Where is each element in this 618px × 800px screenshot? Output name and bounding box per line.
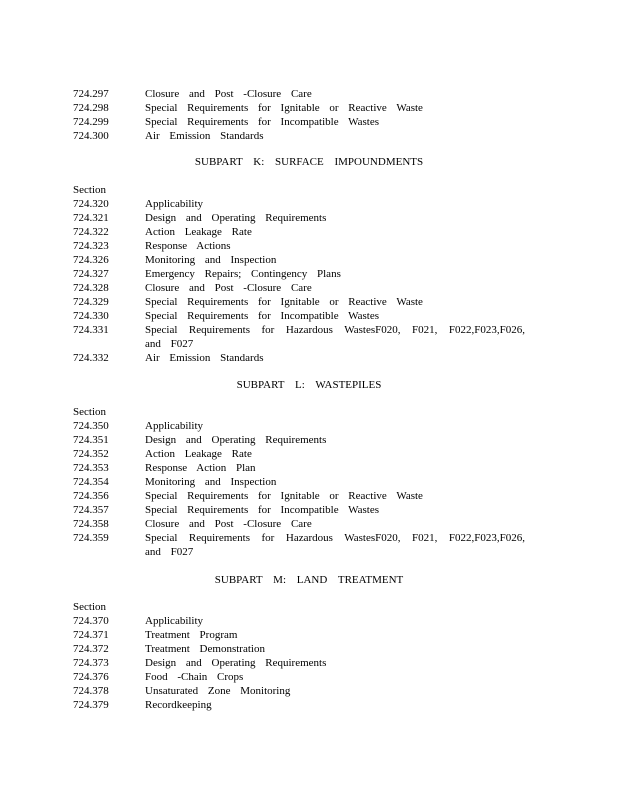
- subpart-m-entries: [0, 614, 618, 712]
- toc-entry: [0, 115, 618, 129]
- section-number: 724.350: [73, 420, 109, 432]
- subpart-l-heading: SUBPART L: WASTEPILES: [236, 379, 382, 391]
- section-title: Air Emission Standards: [145, 352, 264, 364]
- section-title: Closure and Post -Closure Care: [145, 88, 312, 100]
- section-title: Unsaturated Zone Monitoring: [145, 685, 291, 697]
- section-title: Design and Operating Requirements: [145, 212, 327, 224]
- toc-entry: [0, 295, 618, 309]
- section-title: Recordkeeping: [145, 699, 212, 711]
- toc-entry: [0, 517, 618, 531]
- toc-entry: [0, 211, 618, 225]
- section-title: Special Requirements for Hazardous WastesF020, F021, F022,F023,F026, and F027: [145, 532, 535, 558]
- toc-entry: [0, 461, 618, 475]
- toc-entry: [0, 531, 618, 559]
- section-number: 724.356: [73, 490, 109, 502]
- section-number: 724.331: [73, 324, 109, 336]
- section-number: 724.372: [73, 643, 109, 655]
- toc-entry: [0, 281, 618, 295]
- section-title: Monitoring and Inspection: [145, 254, 277, 266]
- toc-entry: [0, 309, 618, 323]
- section-number: 724.328: [73, 282, 109, 294]
- section-title: Applicability: [145, 420, 204, 432]
- toc-entry: [0, 614, 618, 628]
- toc-entry: [0, 239, 618, 253]
- section-number: 724.299: [73, 116, 109, 128]
- section-title: Design and Operating Requirements: [145, 657, 327, 669]
- section-title: Design and Operating Requirements: [145, 434, 327, 446]
- subpart-k-heading: SUBPART K: SURFACE IMPOUNDMENTS: [194, 156, 424, 168]
- section-number: 724.330: [73, 310, 109, 322]
- section-title: Special Requirements for Ignitable or Reactive Waste: [145, 296, 423, 308]
- toc-entry: [0, 323, 618, 351]
- section-number: 724.370: [73, 615, 109, 627]
- toc-entry: [0, 503, 618, 517]
- section-title: Special Requirements for Incompatible Wastes: [145, 310, 380, 322]
- section-number: 724.329: [73, 296, 109, 308]
- section-number: 724.297: [73, 88, 109, 100]
- section-title: Treatment Demonstration: [145, 643, 265, 655]
- subpart-k-entries: [0, 197, 618, 365]
- section-number: 724.298: [73, 102, 109, 114]
- section-number: 724.371: [73, 629, 109, 641]
- toc-entry: [0, 101, 618, 115]
- section-label: Section: [73, 406, 106, 418]
- toc-entry: [0, 489, 618, 503]
- section-title: Closure and Post -Closure Care: [145, 518, 312, 530]
- section-number: 724.379: [73, 699, 109, 711]
- section-title: Special Requirements for Ignitable or Reactive Waste: [145, 102, 423, 114]
- toc-entry: [0, 253, 618, 267]
- subpart-m-heading: SUBPART M: LAND TREATMENT: [214, 574, 404, 586]
- toc-entry: [0, 129, 618, 143]
- toc-entry: [0, 642, 618, 656]
- section-number: 724.332: [73, 352, 109, 364]
- section-label: Section: [73, 601, 106, 613]
- toc-entry: [0, 656, 618, 670]
- section-number: 724.378: [73, 685, 109, 697]
- section-title: Applicability: [145, 615, 204, 627]
- section-number: 724.321: [73, 212, 109, 224]
- section-label: Section: [73, 184, 106, 196]
- section-number: 724.353: [73, 462, 109, 474]
- section-title: Special Requirements for Incompatible Wastes: [145, 504, 380, 516]
- section-number: 724.327: [73, 268, 109, 280]
- section-title: Closure and Post -Closure Care: [145, 282, 312, 294]
- section-title: Action Leakage Rate: [145, 226, 252, 238]
- section-number: 724.323: [73, 240, 109, 252]
- section-number: 724.373: [73, 657, 109, 669]
- subpart-l-entries: [0, 419, 618, 559]
- section-title: Treatment Program: [145, 629, 238, 641]
- section-number: 724.320: [73, 198, 109, 210]
- section-title: Special Requirements for Ignitable or Reactive Waste: [145, 490, 423, 502]
- section-title: Air Emission Standards: [145, 130, 264, 142]
- section-title: Food -Chain Crops: [145, 671, 244, 683]
- section-title: Emergency Repairs; Contingency Plans: [145, 268, 341, 280]
- section-title: Action Leakage Rate: [145, 448, 252, 460]
- toc-entry: [0, 351, 618, 365]
- section-title: Response Actions: [145, 240, 231, 252]
- section-title: Response Action Plan: [145, 462, 256, 474]
- top-entries: [0, 87, 618, 143]
- section-number: 724.358: [73, 518, 109, 530]
- section-number: 724.357: [73, 504, 109, 516]
- section-number: 724.326: [73, 254, 109, 266]
- toc-entry: [0, 698, 618, 712]
- section-number: 724.352: [73, 448, 109, 460]
- section-title: Applicability: [145, 198, 204, 210]
- section-number: 724.351: [73, 434, 109, 446]
- toc-entry: [0, 225, 618, 239]
- section-number: 724.359: [73, 532, 109, 544]
- section-number: 724.376: [73, 671, 109, 683]
- section-title: Special Requirements for Incompatible Wastes: [145, 116, 380, 128]
- section-number: 724.354: [73, 476, 109, 488]
- toc-entry: [0, 670, 618, 684]
- toc-entry: [0, 447, 618, 461]
- toc-entry: [0, 433, 618, 447]
- toc-entry: [0, 628, 618, 642]
- toc-entry: [0, 684, 618, 698]
- section-title: Special Requirements for Hazardous WastesF020, F021, F022,F023,F026, and F027: [145, 324, 535, 350]
- toc-entry: [0, 475, 618, 489]
- toc-entry: [0, 197, 618, 211]
- toc-entry: [0, 87, 618, 101]
- toc-entry: [0, 267, 618, 281]
- section-title: Monitoring and Inspection: [145, 476, 277, 488]
- toc-entry: [0, 419, 618, 433]
- section-number: 724.322: [73, 226, 109, 238]
- section-number: 724.300: [73, 130, 109, 142]
